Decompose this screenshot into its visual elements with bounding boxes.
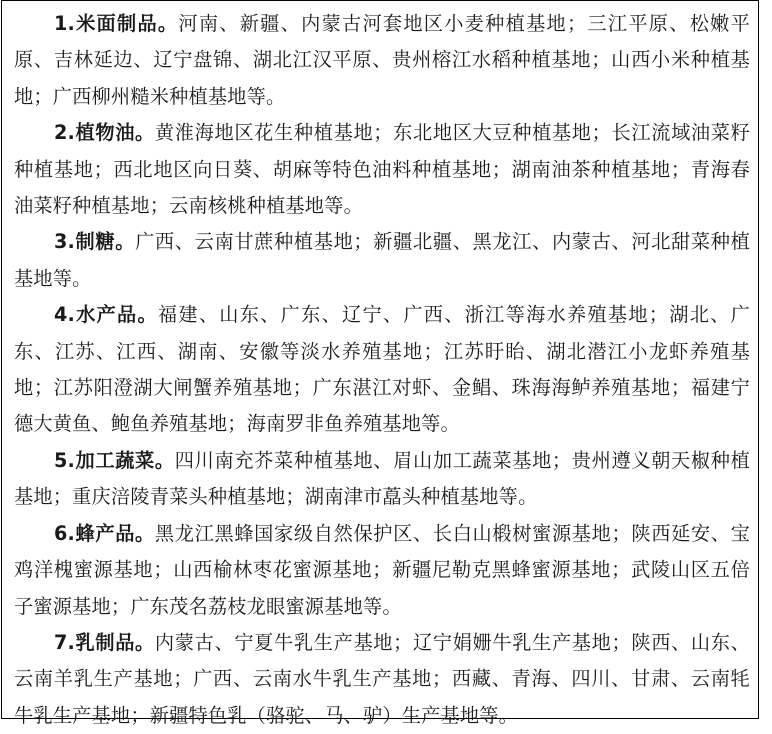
paragraph-heading: 2.植物油。 [54,121,155,145]
paragraph-bee-products [14,516,750,625]
paragraph-text: 福建、山东、广东、辽宁、广西、浙江等海水养殖基地；湖北、广东、江苏、江西、湖南、安徽等淡水养殖基地；江苏盱眙、湖北潜江小龙虾养殖基地；江苏阳澄湖大闸蟹养殖基地；广东湛江对虾、金鲳、珠海海鲈养殖基地；福建宁德大黄鱼、鲍鱼养殖基地；海南罗非鱼养殖基地等。 [14,303,750,436]
paragraph-text: 河南、新疆、内蒙古河套地区小麦种植基地；三江平原、松嫩平原、吉林延边、辽宁盘锦、湖北江汉平原、贵州榕江水稻种植基地；山西小米种植基地；广西柳州糙米种植基地等。 [14,12,750,108]
paragraph-text: 内蒙古、宁夏牛乳生产基地；辽宁娟姗牛乳生产基地；陕西、山东、云南羊乳生产基地；广西、云南水牛乳生产基地；西藏、青海、四川、甘肃、云南牦牛乳生产基地；新疆特色乳（骆驼、马、驴）生产基地等。 [14,630,751,727]
document-body [14,6,750,734]
document-frame [1,0,759,727]
paragraph-text: 黑龙江黑蜂国家级自然保护区、长白山椴树蜜源基地；陕西延安、宝鸡洋槐蜜源基地；山西榆林枣花蜜源基地；新疆尼勒克黑蜂蜜源基地；武陵山区五倍子蜜源基地；广东茂名荔枝龙眼蜜源基地等。 [14,521,751,618]
paragraph-heading: 4.水产品。 [54,303,158,327]
paragraph-grain-flour [14,6,750,115]
paragraph-aquatic-products [14,297,750,443]
paragraph-text: 四川南充芥菜种植基地、眉山加工蔬菜基地；贵州遵义朝天椒种植基地；重庆涪陵青菜头种植基地；湖南津市藠头种植基地等。 [14,448,750,509]
paragraph-vegetable-oil [14,115,750,224]
paragraph-heading: 7.乳制品。 [54,630,155,654]
paragraph-heading: 3.制糖。 [54,230,136,254]
paragraph-processed-vegetables [14,443,750,516]
paragraph-heading: 6.蜂产品。 [54,521,155,545]
paragraph-text: 广西、云南甘蔗种植基地；新疆北疆、黑龙江、内蒙古、河北甜菜种植基地等。 [14,230,750,290]
paragraph-heading: 1.米面制品。 [54,12,179,35]
paragraph-text: 黄淮海地区花生种植基地；东北地区大豆种植基地；长江流域油菜籽种植基地；西北地区向日葵、胡麻等特色油料种植基地；湖南油茶种植基地；青海春油菜籽种植基地；云南核桃种植基地等。 [14,121,751,218]
paragraph-heading: 5.加工蔬菜。 [54,448,175,472]
paragraph-sugar [14,224,750,297]
paragraph-dairy-products [14,625,750,734]
